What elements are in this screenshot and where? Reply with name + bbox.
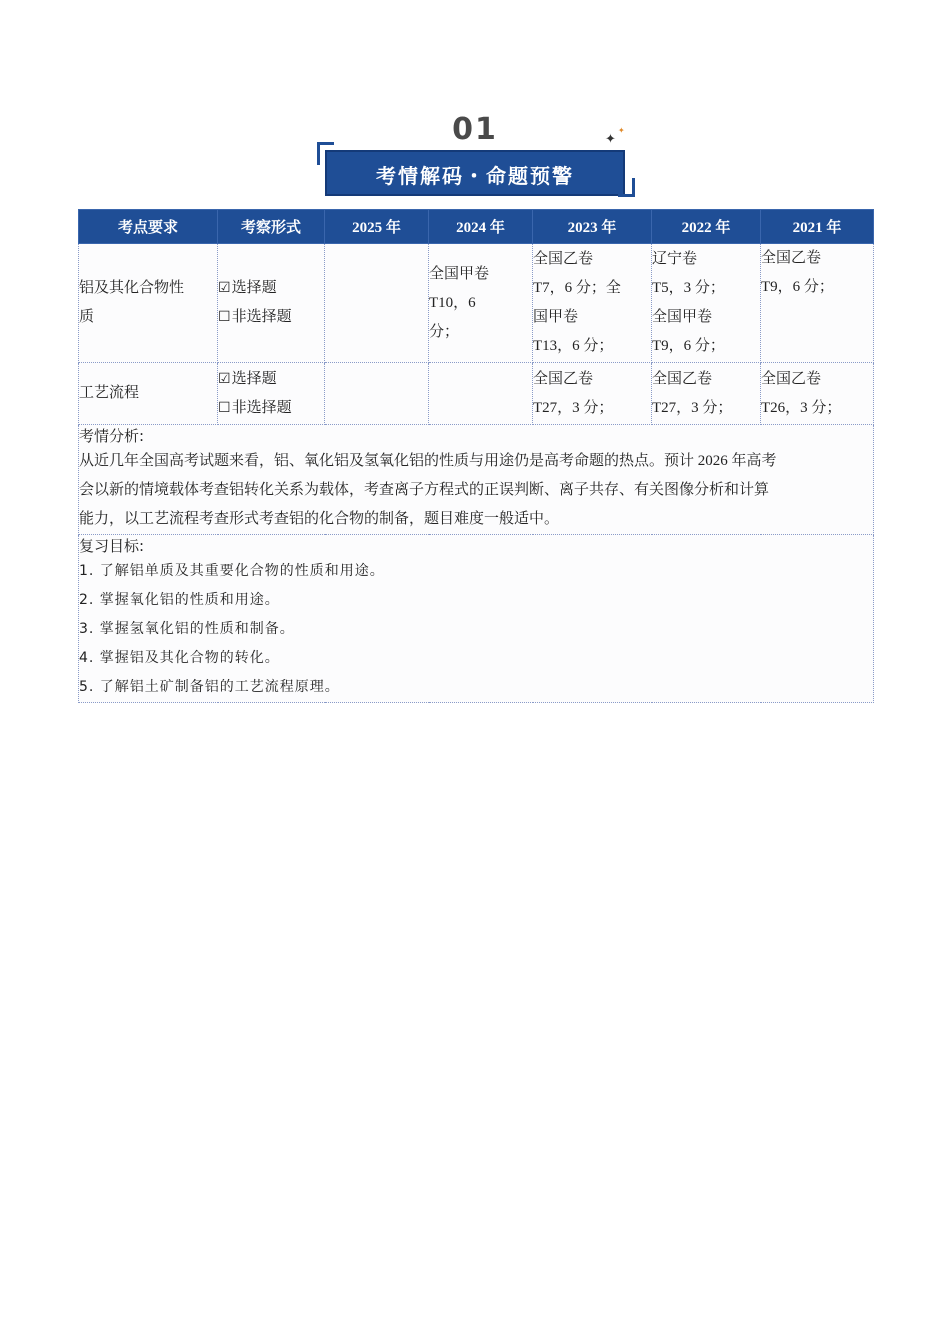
year-2022-cell: 辽宁卷 T5，3 分； 全国甲卷 T9，6 分；	[652, 244, 761, 363]
analysis-line: 从近几年全国高考试题来看，铝、氧化铝及氢氧化铝的性质与用途仍是高考命题的热点。预计 2026 年高考	[79, 453, 777, 469]
checkbox-empty-icon: ☐	[218, 309, 231, 325]
year-2024-cell	[429, 363, 533, 425]
header-cell: 考点要求	[79, 210, 218, 244]
analysis-line: 能力，以工艺流程考查形式考查铝的化合物的制备，题目难度一般适中。	[79, 511, 560, 527]
checkbox-checked-icon: ☑	[218, 280, 231, 296]
header-cell: 2025 年	[325, 210, 429, 244]
year-2023-cell: 全国乙卷 T27，3 分；	[533, 363, 652, 425]
goal-item: 5. 了解铝土矿制备铝的工艺流程原理。	[79, 679, 340, 695]
header-cell: 2022 年	[652, 210, 761, 244]
exam-analysis-table	[78, 209, 874, 703]
form-cell: ☑选择题 ☐非选择题	[218, 363, 325, 425]
analysis-heading: 考情分析:	[79, 427, 145, 445]
analysis-row	[79, 425, 874, 535]
banner-box	[325, 150, 625, 196]
goals-row	[79, 535, 874, 703]
section-title: 考情解码・命题预警	[376, 164, 574, 188]
analysis-line: 会以新的情境载体考查铝转化关系为载体，考查离子方程式的正误判断、离子共存、有关图像分析和计算	[79, 482, 770, 498]
small-sparkle-icon: ✦	[618, 126, 625, 135]
goal-item: 3. 掌握氢氧化铝的性质和制备。	[79, 621, 295, 637]
header-cell: 2023 年	[533, 210, 652, 244]
checkbox-empty-icon: ☐	[218, 399, 231, 416]
year-2023-cell: 全国乙卷 T7，6 分；全 国甲卷 T13，6 分；	[533, 244, 652, 363]
topic-cell: 工艺流程	[79, 363, 218, 425]
header-cell: 2021 年	[761, 210, 874, 244]
table-row	[79, 244, 874, 363]
analysis-cell	[79, 425, 874, 535]
header-cell: 2024 年	[429, 210, 533, 244]
header-cell: 考察形式	[218, 210, 325, 244]
year-2022-cell: 全国乙卷 T27，3 分；	[652, 363, 761, 425]
year-2021-cell: 全国乙卷 T9，6 分；	[761, 244, 874, 363]
table-row	[79, 363, 874, 425]
section-banner	[315, 108, 635, 200]
banner-corner-bottom-right	[618, 178, 635, 197]
goals-heading: 复习目标:	[79, 537, 145, 555]
sparkle-icon: ✦	[605, 132, 616, 147]
goal-item: 2. 掌握氧化铝的性质和用途。	[79, 592, 280, 608]
form-cell: ☑选择题 ☐非选择题	[218, 244, 325, 363]
topic-cell: 铝及其化合物性 质	[79, 244, 218, 363]
year-2025-cell	[325, 244, 429, 363]
year-2025-cell	[325, 363, 429, 425]
goals-cell	[79, 535, 874, 703]
checkbox-checked-icon: ☑	[218, 370, 231, 387]
year-2024-cell: 全国甲卷 T10，6 分；	[429, 244, 533, 363]
section-number: 01	[452, 112, 498, 147]
table-header-row	[79, 210, 874, 244]
goal-item: 4. 掌握铝及其化合物的转化。	[79, 650, 280, 666]
year-2021-cell: 全国乙卷 T26，3 分；	[761, 363, 874, 425]
goal-item: 1. 了解铝单质及其重要化合物的性质和用途。	[79, 563, 385, 579]
